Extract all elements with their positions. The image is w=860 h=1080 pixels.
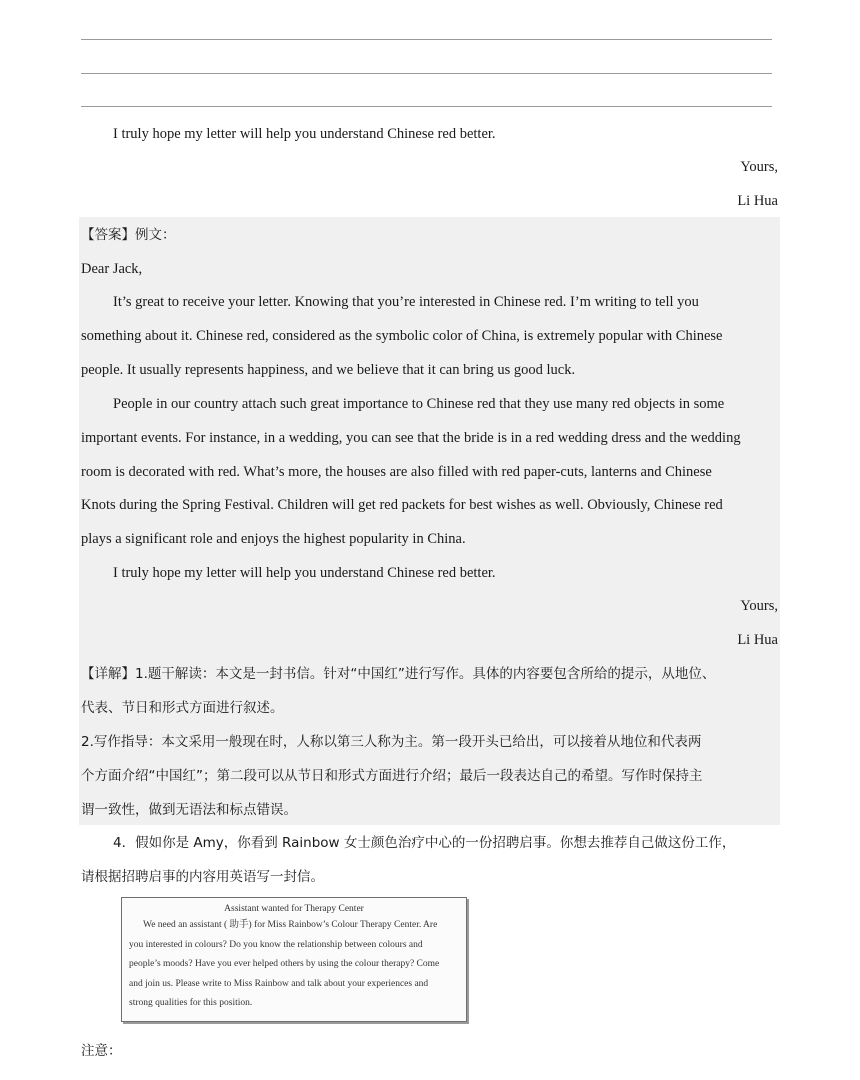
notice-line: strong qualities for this position.: [129, 998, 253, 1008]
job-notice-image: [121, 897, 467, 1022]
answer-line-2: [81, 73, 772, 74]
letter-greeting: Dear Jack,: [81, 261, 143, 277]
note-label: 注意：: [81, 1043, 122, 1059]
explanation-line1: 【详解】1.题干解读：本文是一封书信。针对“中国红”进行写作。具体的内容要包含所给的提示，从地位、: [81, 666, 716, 682]
letter-para2-line3: room is decorated with red. What’s more, the houses are also filled with red paper-cuts, lanterns and Chinese: [81, 464, 712, 480]
question4-line1: 4．假如你是 Amy，你看到 Rainbow 女士颜色治疗中心的一份招聘启事。你想去推荐自己做这份工作，: [113, 835, 736, 851]
letter-para1-line3: people. It usually represents happiness, and we believe that it can bring us good luck.: [81, 362, 576, 378]
notice-line: We need an assistant ( 助手) for Miss Rainbow’s Colour Therapy Center. Are: [143, 920, 438, 930]
letter-para1-line2: something about it. Chinese red, considered as the symbolic color of China, is extremely popular with Chinese: [81, 328, 723, 344]
letter-para3: I truly hope my letter will help you understand Chinese red better.: [113, 565, 496, 581]
explanation-line3: 2.写作指导：本文采用一般现在时，人称以第三人称为主。第一段开头已给出，可以接着从地位和代表两: [81, 734, 702, 750]
closing-hope-line: I truly hope my letter will help you understand Chinese red better.: [113, 126, 496, 142]
letter-para1-line1: It’s great to receive your letter. Knowing that you’re interested in Chinese red. I’m writing to tell you: [113, 294, 699, 310]
question4-line2: 请根据招聘启事的内容用英语写一封信。: [81, 869, 324, 885]
answer-line-3: [81, 106, 772, 107]
closing-signature: Li Hua: [737, 193, 778, 209]
notice-line: people’s moods? Have you ever helped others by using the colour therapy? Come: [129, 959, 440, 969]
letter-para2-line4: Knots during the Spring Festival. Children will get red packets for best wishes as well. Obviously, Chinese red: [81, 497, 723, 513]
explanation-line5: 谓一致性，做到无语法和标点错误。: [81, 802, 297, 818]
closing-yours: Yours,: [740, 159, 778, 175]
letter-para2-line5: plays a significant role and enjoys the highest popularity in China.: [81, 531, 466, 547]
notice-line: and join us. Please write to Miss Rainbow and talk about your experiences and: [129, 978, 429, 989]
letter-yours: Yours,: [740, 598, 778, 614]
explanation-line4: 个方面介绍“中国红”；第二段可以从节日和形式方面进行介绍；最后一段表达自己的希望。写作时保持主: [81, 768, 703, 784]
notice-body: [122, 916, 466, 1014]
letter-para2-line1: People in our country attach such great importance to Chinese red that they use many red objects in some: [113, 396, 725, 412]
letter-signature: Li Hua: [737, 632, 778, 648]
answer-label: 【答案】例文：: [81, 227, 176, 243]
answer-line-1: [81, 39, 772, 40]
explanation-line2: 代表、节日和形式方面进行叙述。: [81, 700, 284, 716]
notice-title: Assistant wanted for Therapy Center: [224, 904, 364, 914]
notice-line: you interested in colours? Do you know the relationship between colours and: [129, 939, 423, 950]
letter-para2-line2: important events. For instance, in a wedding, you can see that the bride is in a red wedding dress and the wedding: [81, 430, 741, 446]
